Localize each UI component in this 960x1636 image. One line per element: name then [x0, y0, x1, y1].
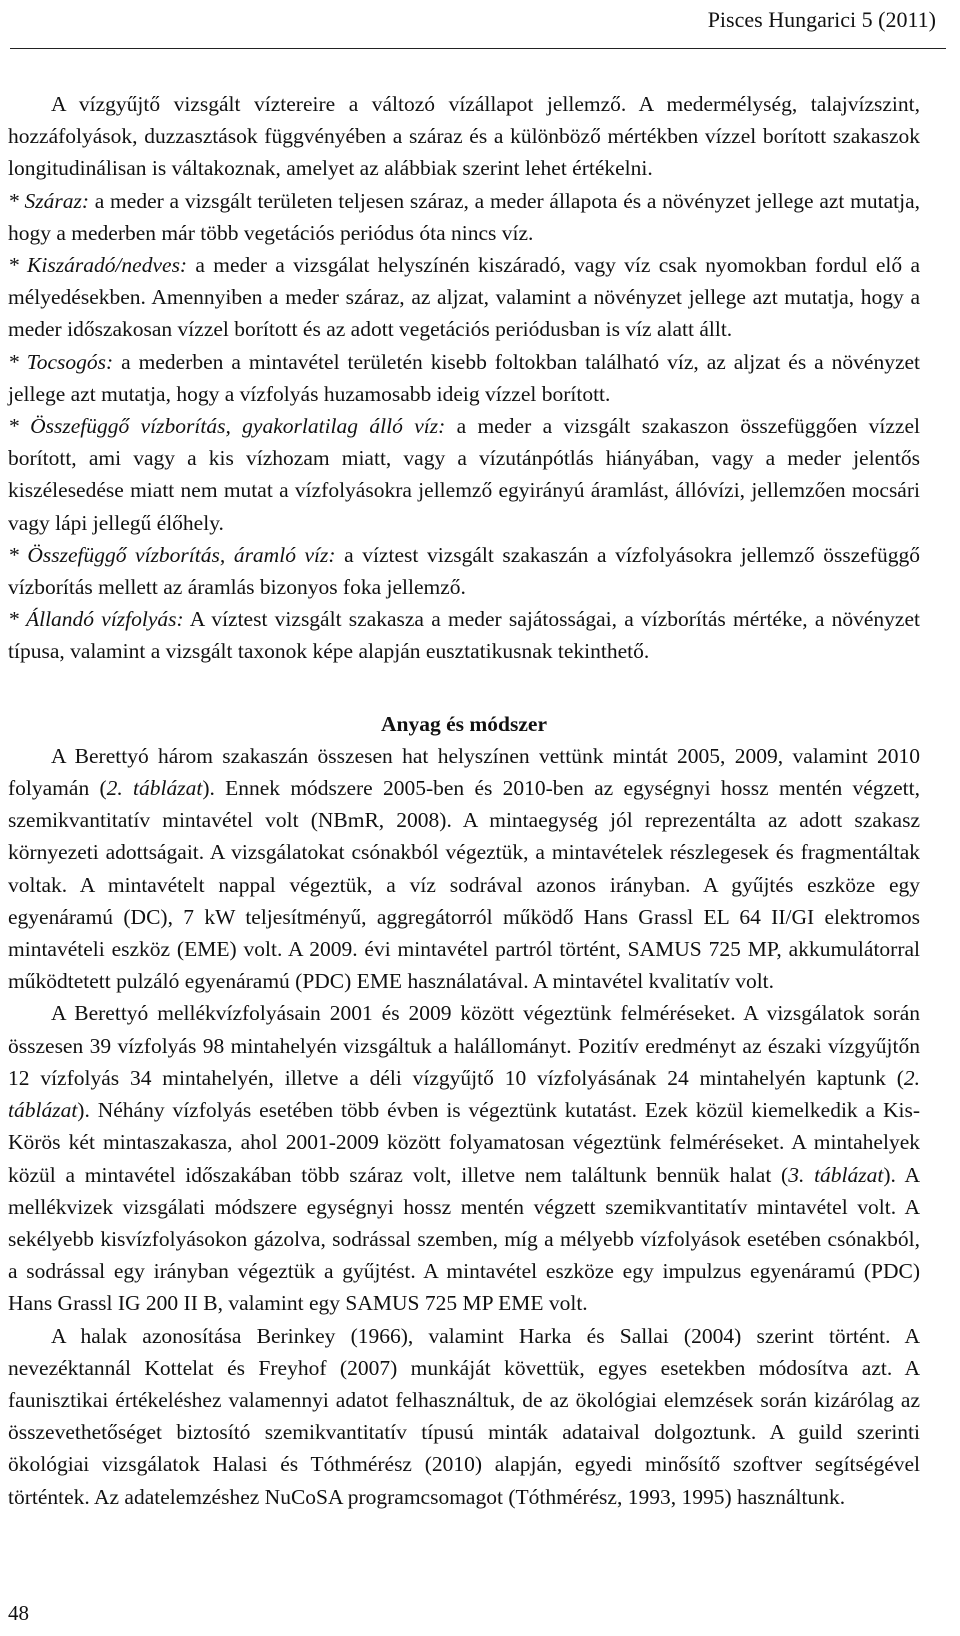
text-run: A Berettyó mellékvízfolyásain 2001 és 2009 között végeztünk felméréseket. A vizsgálatok során összesen 39 vízfolyás 98 mintahelyén vizsgáltuk a halállományt. Pozitív eredményt az északi vízgyűjtőn 12 vízfolyás 34 mintahelyén, illetve a déli vízgyűjtő 10 vízfolyásának 24 mintahelyén kaptunk (: [8, 1001, 920, 1090]
methods-paragraph-3: A halak azonosítása Berinkey (1966), valamint Harka és Sallai (2004) szerint történt. A nevezéktannál Kottelat és Freyhof (2007) munkáját követtük, egyes esetekben módosítva azt. A faunisztikai értékeléshez valamennyi adatot felhasználtuk, de az ökológiai elemzések során kizárólag az összevethetőséget biztosító szemikvantitatív típusú minták adataival dolgoztunk. A guild szerinti ökológiai vizsgálatok Halasi és Tóthmérész (2010) alapján, egyedi minősítő szoftver segítségével történtek. Az adatelemzéshez NuCoSA programcsomagot (Tóthmérész, 1993, 1995) használtunk.: [8, 1323, 920, 1509]
category-item: [8, 346, 920, 410]
table-reference: 2. táblázat: [8, 1065, 920, 1123]
header-rule: [10, 48, 946, 49]
table-reference: 3. táblázat: [788, 1162, 884, 1187]
category-term: * Összefüggő vízborítás, áramló víz:: [8, 542, 336, 567]
text-run: ). Néhány vízfolyás esetében több évben is végeztünk kutatást. Ezek közül kiemelkedik a Kis-Körös két mintaszakasza, ahol 2001-2009 között folyamatosan végeztünk felméréseket. A mintahelyek közül a mintavétel időszakában több száraz volt, illetve nem találtunk bennük halat (: [8, 1098, 920, 1187]
section-title: Anyag és módszer: [380, 711, 547, 736]
category-item: [8, 249, 920, 346]
category-item: [8, 539, 920, 603]
table-reference: 2. táblázat: [106, 776, 203, 801]
page-body: [8, 88, 920, 1513]
category-term: * Kiszáradó/nedves:: [8, 253, 188, 278]
category-term: * Tocsogós:: [8, 349, 114, 374]
text-run: ). Ennek módszere 2005-ben és 2010-ben az egységnyi hossz mentén végzett, szemikvantitatív mintavétel volt (NBmR, 2008). A mintaegység jól reprezentálta az adott szakasz környezeti adottságait. A vizsgálatokat csónakból végeztük, a mintavételek részlegesek és fragmentáltak voltak. A mintavételt nappal végeztük, a víz sodrával azonos irányban. A gyűjtés eszköze egy egyenáramú (DC), 7 kW teljesítményű, aggregátorról működő Hans Grassl EL 64 II/GI elektromos mintavételi eszköz (EME) volt. A 2009. évi mintavétel partról történt, SAMUS 725 MP, akkumulátorral működtetett pulzáló egyenáramú (PDC) EME használatával. A mintavétel kvalitatív volt.: [8, 776, 920, 994]
category-text: a víztest vizsgált szakaszán a vízfolyásokra jellemző összefüggő vízborítás mellett az áramlás bizonyos foka jellemző.: [8, 542, 920, 600]
running-head: Pisces Hungarici 5 (2011): [707, 7, 936, 32]
category-item: [8, 185, 920, 249]
methods-paragraph-1: [8, 740, 920, 998]
category-text: a meder a vizsgálat helyszínén kiszáradó, vagy víz csak nyomokban fordul elő a mélyedésekben. Amennyiben a meder száraz, az aljzat, valamint a növényzet jellege azt mutatja, hogy a meder időszakosan vízzel borított és az adott vegetációs periódusban is víz alatt állt.: [8, 253, 920, 342]
category-term: * Állandó vízfolyás:: [8, 607, 184, 632]
category-text: A víztest vizsgált szakasza a meder sajátosságai, a vízborítás mértéke, a növényzet típusa, valamint a vizsgált taxonok képe alapján eusztatikusnak tekinthető.: [8, 607, 920, 664]
category-text: a mederben a mintavétel területén kisebb foltokban található víz, az aljzat és a növényzet jellege azt mutatja, hogy a vízfolyás huzamosabb ideig vízzel borított.: [8, 349, 921, 406]
text-run: A Berettyó három szakaszán összesen hat helyszínen vettünk mintát 2005, 2009, valamint 2010 folyamán (: [8, 743, 920, 801]
category-item: [8, 603, 920, 667]
methods-paragraph-2: [8, 997, 920, 1319]
category-text: a meder a vizsgált területen teljesen száraz, a meder állapota és a növényzet jellege azt mutatja, hogy a mederben már több vegetációs periódus óta nincs víz.: [8, 188, 920, 245]
category-text: a meder a vizsgált szakaszon összefüggően vízzel borított, ami vagy a kis vízhozam miatt, vagy a vízutánpótlás hiányában, vagy a meder jelentős kiszélesedése miatt nem mutat a vízfolyásokra jellemző egyirányú áramlást, állóvízi, jellemzően mocsári vagy lápi jellegű élőhely.: [8, 414, 920, 535]
category-item: [8, 410, 920, 539]
category-term: * Összefüggő vízborítás, gyakorlatilag álló víz:: [8, 414, 446, 439]
category-term: * Száraz:: [8, 188, 90, 213]
text-run: ). A mellékvizek vizsgálati módszere egységnyi hossz mentén végzett szemikvantitatív mintavétel volt. A sekélyebb kisvízfolyásokon gázolva, sodrással szemben, míg a mélyebb vízfolyások esetében csónakból, a sodrással egy irányban végeztük a gyűjtést. A mintavétel eszköze egy impulzus egyenáramú (PDC) Hans Grassl IG 200 II B, valamint egy SAMUS 725 MP EME volt.: [8, 1162, 920, 1316]
page-number: 48: [8, 1601, 29, 1625]
intro-paragraph: A vízgyűjtő vizsgált víztereire a változó vízállapot jellemző. A medermélység, talajvízszint, hozzáfolyások, duzzasztások függvényében a száraz és a különböző mértékben vízzel borított szakaszok longitudinálisan is váltakoznak, amelyet az alábbiak szerint lehet értékelni.: [8, 92, 920, 181]
